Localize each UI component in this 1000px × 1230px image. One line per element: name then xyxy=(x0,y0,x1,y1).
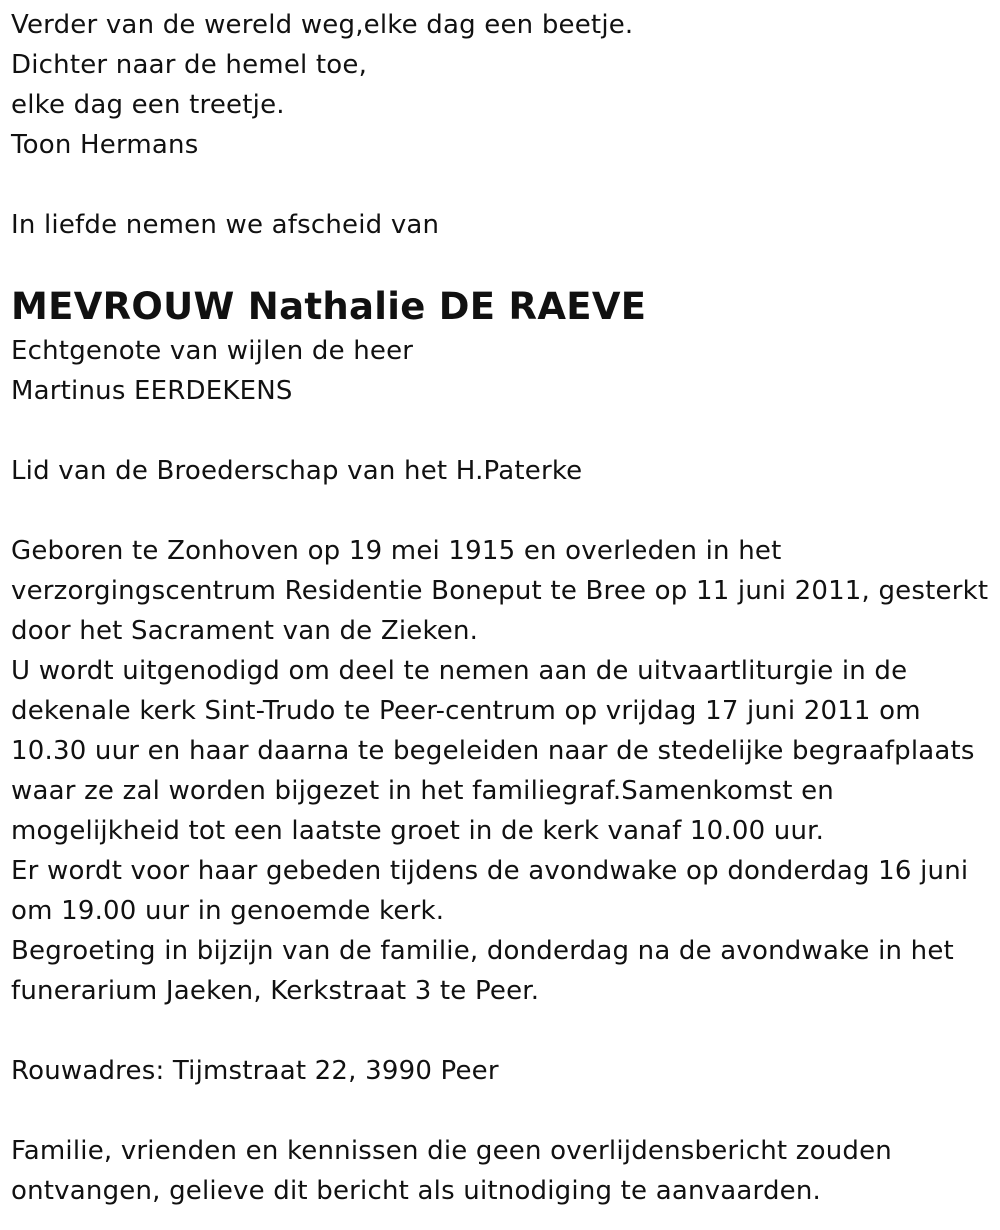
details-line: waar ze zal worden bijgezet in het familiegraf.Samenkomst en xyxy=(11,776,834,806)
details-line: dekenale kerk Sint-Trudo te Peer-centrum op vrijdag 17 juni 2011 om xyxy=(11,696,921,726)
spacer xyxy=(11,165,991,205)
poem xyxy=(11,5,991,165)
membership-text: Lid van de Broederschap van het H.Paterke xyxy=(11,456,583,486)
closing-line: ontvangen, gelieve dit bericht als uitnodiging te aanvaarden. xyxy=(11,1176,821,1206)
obituary-document xyxy=(11,5,991,1211)
poem-line: Dichter naar de hemel toe, xyxy=(11,50,368,80)
deceased-name: MEVROUW Nathalie DE RAEVE xyxy=(11,285,647,328)
details-line: mogelijkheid tot een laatste groet in de kerk vanaf 10.00 uur. xyxy=(11,816,825,846)
details-line: Begroeting in bijzijn van de familie, donderdag na de avondwake in het xyxy=(11,936,954,966)
spacer xyxy=(11,411,991,451)
spouse-line: Echtgenote van wijlen de heer xyxy=(11,336,414,366)
details-line: verzorgingscentrum Residentie Boneput te Bree op 11 juni 2011, gesterkt xyxy=(11,576,989,606)
spacer xyxy=(11,1011,991,1051)
spacer xyxy=(11,491,991,531)
poem-line: elke dag een treetje. xyxy=(11,90,285,120)
details-line: Er wordt voor haar gebeden tijdens de avondwake op donderdag 16 juni xyxy=(11,856,969,886)
closing-paragraph xyxy=(11,1131,991,1211)
details-line: funerarium Jaeken, Kerkstraat 3 te Peer. xyxy=(11,976,540,1006)
poem-line: Verder van de wereld weg,elke dag een beetje. xyxy=(11,10,634,40)
details-line: U wordt uitgenodigd om deel te nemen aan de uitvaartliturgie in de xyxy=(11,656,908,686)
poem-author: Toon Hermans xyxy=(11,130,199,160)
spacer xyxy=(11,1091,991,1131)
details-line: door het Sacrament van de Zieken. xyxy=(11,616,479,646)
details-line: om 19.00 uur in genoemde kerk. xyxy=(11,896,445,926)
spacer xyxy=(11,245,991,283)
mourning-address: Rouwadres: Tijmstraat 22, 3990 Peer xyxy=(11,1056,499,1086)
closing-line: Familie, vrienden en kennissen die geen overlijdensbericht zouden xyxy=(11,1136,892,1166)
details-line: Geboren te Zonhoven op 19 mei 1915 en overleden in het xyxy=(11,536,782,566)
intro-text: In liefde nemen we afscheid van xyxy=(11,210,440,240)
spouse-name: Martinus EERDEKENS xyxy=(11,376,293,406)
details-line: 10.30 uur en haar daarna te begeleiden naar de stedelijke begraafplaats xyxy=(11,736,975,766)
details-paragraph xyxy=(11,531,991,1011)
